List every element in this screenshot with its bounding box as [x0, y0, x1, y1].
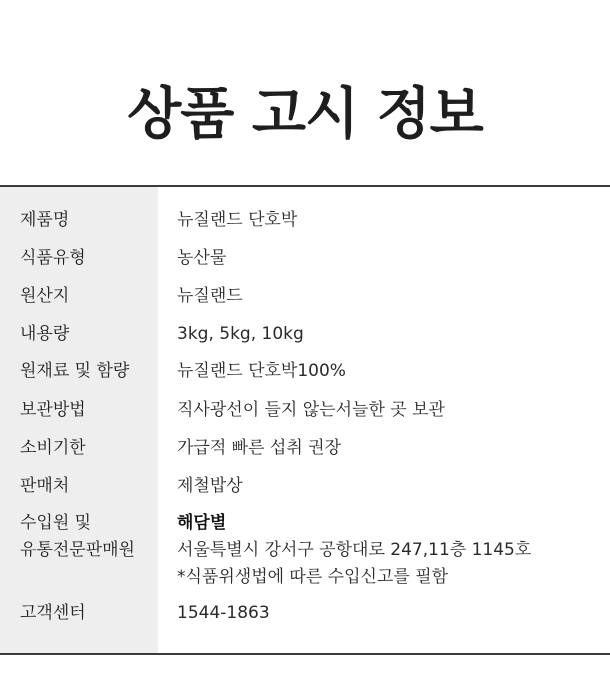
row-value: 가급적 빠른 섭취 권장	[177, 438, 342, 458]
importer-name: 해담별	[177, 513, 227, 533]
row-label: 보관방법	[20, 400, 86, 420]
row-value: 뉴질랜드 단호박	[177, 210, 298, 230]
row-value: 뉴질랜드	[177, 286, 243, 306]
row-label: 수입원 및	[20, 513, 92, 533]
row-label: 식품유형	[20, 248, 86, 268]
row-value: 농산물	[177, 248, 227, 268]
row-value: 3kg, 5kg, 10kg	[177, 324, 304, 344]
page-title: 상품 고시 정보	[127, 82, 483, 147]
row-value: 제철밥상	[177, 476, 243, 496]
row-value: 직사광선이 들지 않는서늘한 곳 보관	[177, 400, 445, 420]
row-label: 유통전문판매원	[20, 540, 135, 560]
row-label: 내용량	[20, 324, 70, 344]
row-value: 뉴질랜드 단호박100%	[177, 361, 346, 381]
row-label: 원산지	[20, 286, 70, 306]
importer-address: 서울특별시 강서구 공항대로 247,11층 1145호	[177, 540, 532, 560]
product-info-table	[0, 185, 610, 655]
row-label: 제품명	[20, 210, 70, 230]
row-label: 원재료 및 함량	[20, 361, 130, 381]
row-label: 고객센터	[20, 603, 86, 623]
customer-service-phone: 1544-1863	[177, 603, 270, 623]
row-label: 소비기한	[20, 438, 86, 458]
import-note: *식품위생법에 따른 수입신고를 필함	[177, 567, 449, 587]
row-label: 판매처	[20, 476, 70, 496]
